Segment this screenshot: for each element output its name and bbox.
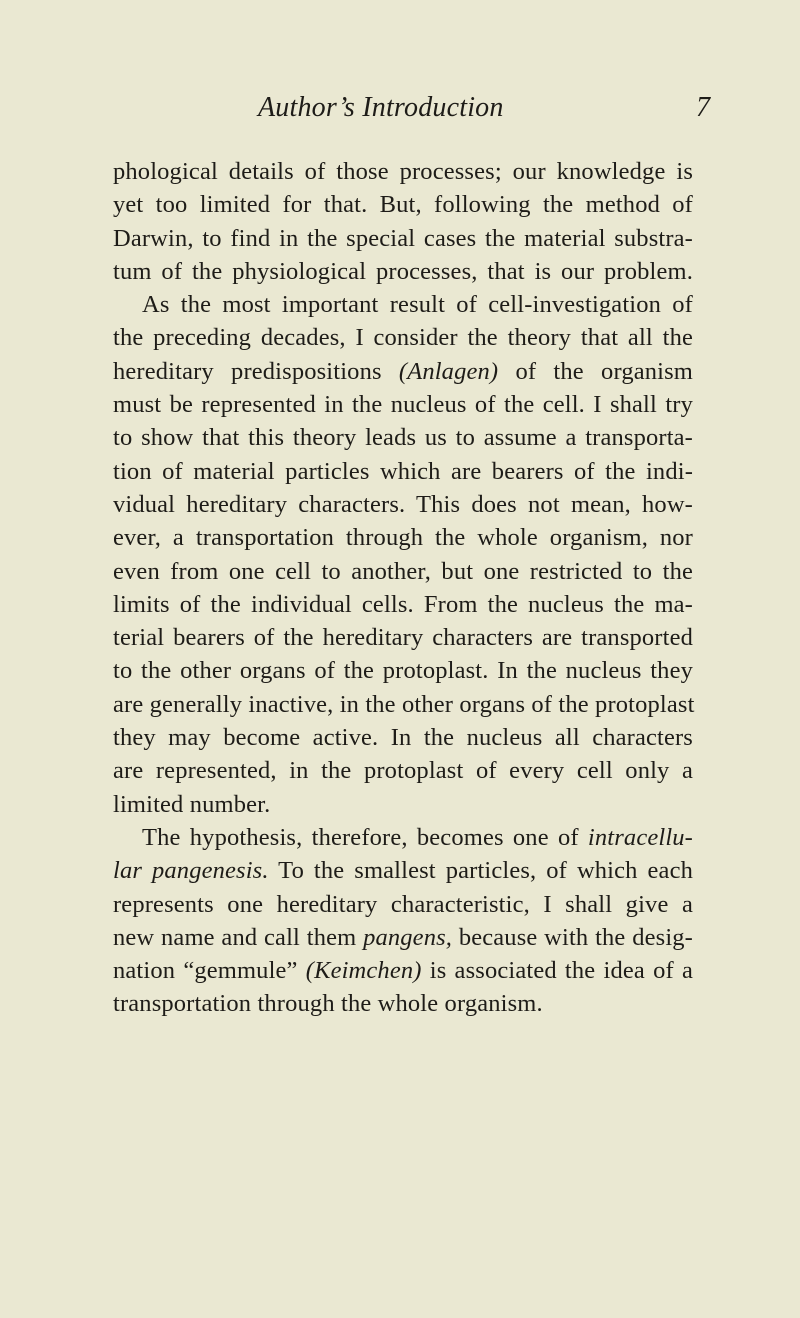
text-segment: of the organism bbox=[498, 357, 693, 385]
text-segment: limited number. bbox=[113, 790, 271, 818]
text-line bbox=[113, 688, 693, 721]
text-segment: hereditary predispositions bbox=[113, 357, 399, 385]
text-segment: to the other organs of the protoplast. In the nucleus they bbox=[113, 657, 693, 685]
text-line bbox=[113, 788, 693, 821]
text-segment: Darwin, to find in the special cases the material substra- bbox=[113, 224, 693, 252]
italic-text: (Anlagen) bbox=[398, 357, 499, 385]
text-line bbox=[113, 987, 693, 1020]
text-segment: because with the desig- bbox=[452, 923, 693, 951]
text-segment: tion of material particles which are bearers of the indi- bbox=[113, 457, 693, 485]
text-line bbox=[113, 821, 693, 854]
text-segment: phological details of those processes; our knowledge is bbox=[113, 158, 693, 185]
text-line bbox=[113, 588, 693, 621]
italic-text: (Keimchen) bbox=[305, 957, 422, 985]
text-line bbox=[113, 654, 693, 687]
text-line bbox=[113, 754, 693, 787]
text-segment: As the most important result of cell-investigation of bbox=[142, 291, 693, 319]
text-segment: to show that this theory leads us to assume a transporta- bbox=[113, 424, 693, 452]
text-segment: limits of the individual cells. From the nucleus the ma- bbox=[113, 590, 693, 618]
text-line bbox=[113, 621, 693, 654]
text-line bbox=[113, 388, 693, 421]
text-segment: yet too limited for that. But, following the method of bbox=[113, 191, 693, 219]
text-line bbox=[113, 555, 693, 588]
text-line bbox=[113, 421, 693, 454]
body-text bbox=[113, 155, 693, 1021]
text-segment: tum of the physiological processes, that is our problem. bbox=[113, 257, 693, 285]
text-line bbox=[113, 854, 693, 887]
text-segment: are generally inactive, in the other organs of the protoplast bbox=[113, 690, 695, 718]
text-segment: is associated the idea of a bbox=[421, 957, 693, 985]
text-line bbox=[113, 954, 693, 987]
text-line bbox=[113, 521, 693, 554]
page-header bbox=[0, 92, 800, 132]
italic-text: lar pangenesis. bbox=[113, 857, 269, 885]
text-segment: represents one hereditary characteristic, I shall give a bbox=[113, 890, 693, 918]
text-line bbox=[113, 188, 693, 221]
text-segment: even from one cell to another, but one restricted to the bbox=[113, 557, 693, 585]
text-line bbox=[113, 222, 693, 255]
text-line bbox=[113, 321, 693, 354]
text-segment: are represented, in the protoplast of every cell only a bbox=[113, 757, 693, 785]
text-segment: To the smallest particles, of which each bbox=[268, 857, 693, 885]
text-line bbox=[113, 155, 693, 188]
text-segment: nation “gemmule” bbox=[113, 957, 306, 985]
text-line bbox=[113, 721, 693, 754]
text-line bbox=[113, 488, 693, 521]
text-segment: new name and call them bbox=[113, 923, 364, 951]
italic-text: intracellu- bbox=[587, 823, 693, 851]
text-segment: they may become active. In the nucleus all characters bbox=[113, 724, 693, 752]
text-segment: terial bearers of the hereditary characters are transported bbox=[113, 624, 693, 652]
text-line bbox=[113, 355, 693, 388]
text-line bbox=[113, 921, 693, 954]
text-line bbox=[113, 888, 693, 921]
text-line bbox=[113, 255, 693, 288]
running-head: Author’s Introduction bbox=[258, 92, 504, 123]
text-segment: the preceding decades, I consider the theory that all the bbox=[113, 324, 693, 352]
italic-text: pangens, bbox=[363, 923, 453, 951]
text-line bbox=[113, 455, 693, 488]
text-line bbox=[113, 288, 693, 321]
page-number: 7 bbox=[696, 92, 710, 123]
text-segment: transportation through the whole organism. bbox=[113, 990, 543, 1018]
text-segment: The hypothesis, therefore, becomes one of bbox=[142, 823, 588, 851]
text-segment: vidual hereditary characters. This does not mean, how- bbox=[113, 490, 693, 518]
text-segment: ever, a transportation through the whole organism, nor bbox=[113, 524, 693, 552]
text-segment: must be represented in the nucleus of the cell. I shall try bbox=[113, 391, 693, 419]
